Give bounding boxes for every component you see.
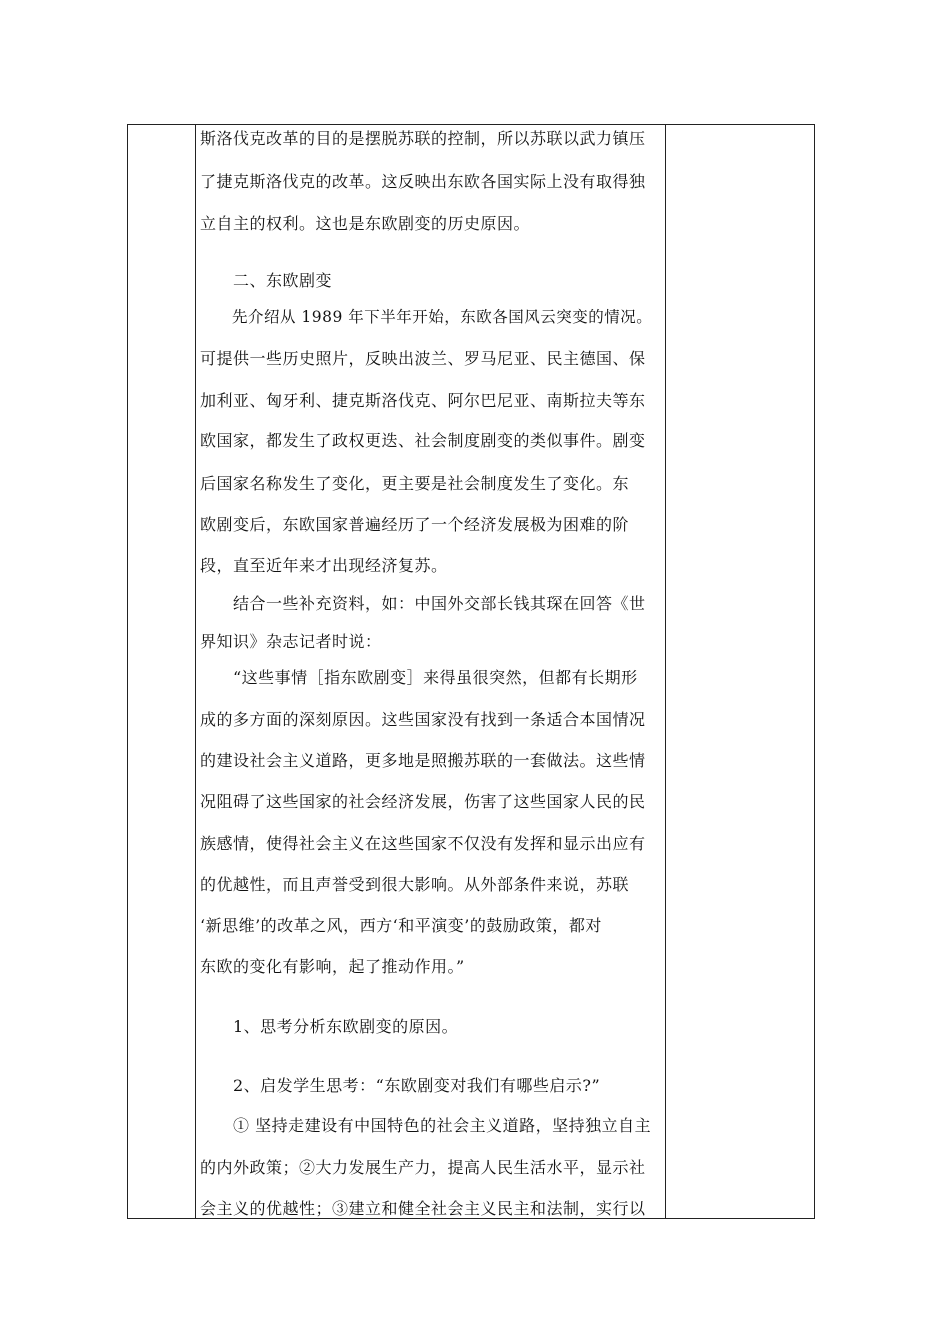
text-line: 的内外政策；②大力发展生产力，提高人民生活水平，显示社 [200,1158,646,1177]
content-column [196,125,665,1218]
text-line: 况阻碍了这些国家的社会经济发展，伤害了这些国家人民的民 [200,792,646,811]
text-line: 界知识》杂志记者时说： [200,632,382,651]
text-line: 欧国家，都发生了政权更迭、社会制度剧变的类似事件。剧变 [200,431,646,450]
text-line: 成的多方面的深刻原因。这些国家没有找到一条适合本国情况 [200,710,646,729]
text-line: 欧剧变后，东欧国家普遍经历了一个经济发展极为困难的阶 [200,515,630,534]
text-line: 立自主的权利。这也是东欧剧变的历史原因。 [200,214,531,233]
text-line: 族感情，使得社会主义在这些国家不仅没有发挥和显示出应有 [200,834,646,853]
text-line: 结合一些补充资料，如：中国外交部长钱其琛在回答《世 [200,594,646,613]
text-line: 后国家名称发生了变化，更主要是社会制度发生了变化。东 [200,474,630,493]
text-line: 段，直至近年来才出现经济复苏。 [200,556,448,575]
text-line: 会主义的优越性；③建立和健全社会主义民主和法制，实行以 [200,1199,646,1218]
text-line: ‘新思维’的改革之风，西方‘和平演变’的鼓励政策，都对 [200,916,602,935]
column-divider-right [665,125,666,1218]
text-line: 可提供一些历史照片，反映出波兰、罗马尼亚、民主德国、保 [200,349,646,368]
text-line: 了捷克斯洛伐克的改革。这反映出东欧各国实际上没有取得独 [200,172,646,191]
text-line: 的建设社会主义道路，更多地是照搬苏联的一套做法。这些情 [200,751,646,770]
text-line: ① 坚持走建设有中国特色的社会主义道路，坚持独立自主 [200,1116,652,1135]
text-line: “这些事情［指东欧剧变］来得虽很突然，但都有长期形 [200,668,638,687]
text-line: 的优越性，而且声誉受到很大影响。从外部条件来说，苏联 [200,875,630,894]
lesson-table [127,124,815,1219]
section-heading: 二、东欧剧变 [200,271,333,290]
text-line: 先介绍从 1989 年下半年开始，东欧各国风云突变的情况。 [200,308,653,326]
text-line: 斯洛伐克改革的目的是摆脱苏联的控制，所以苏联以武力镇压 [200,129,646,148]
text-line: 2、启发学生思考：“东欧剧变对我们有哪些启示?” [200,1076,601,1095]
text-line: 1、思考分析东欧剧变的原因。 [200,1017,459,1036]
text-line: 加利亚、匈牙利、捷克斯洛伐克、阿尔巴尼亚、南斯拉夫等东 [200,391,646,410]
text-line: 东欧的变化有影响，起了推动作用。” [200,957,465,976]
